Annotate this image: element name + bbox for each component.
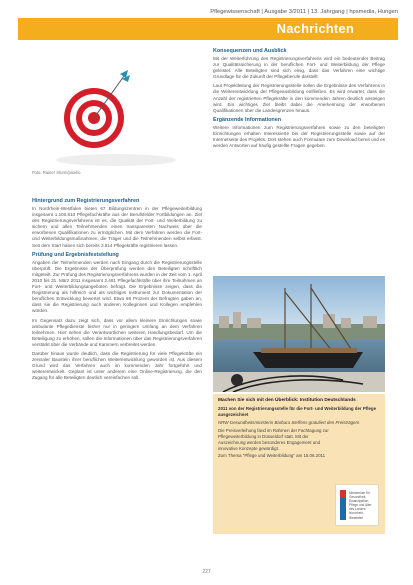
journal-info-line: Pflegewissenschaft | Ausgabe 3/2011 | 13. Jahrgang | hpsmedia, Hungen xyxy=(210,9,398,15)
section-heading: Konsequenzen und Ausblick xyxy=(213,48,287,54)
paragraph: Mit der Weiterführung des Registrierungsverfahrens wird ein bedeutender Beitrag zur Qualitätssicherung in der beruflichen Fort- und Weiterbildung der Pflege geleistet. Alle Beteiligten sind sich einig, dass das Verfahren eine wichtige Grundlage für die Zukunft der Pflegeberufe darstellt. xyxy=(213,56,385,80)
paragraph: Darüber hinaus wurde deutlich, dass die Registrierung für viele Pflegekräfte ein zentraler Baustein ihrer beruflichen Weiterentwicklung geworden ist. Aus diesem Grund wird das Verfahren auch im kommenden Jahr fortgeführt und weiterentwickelt. Geplant ist unter anderem eine Online-Registrierung, die den Zugang für alle Beteiligten deutlich vereinfachen soll. xyxy=(32,350,202,381)
paragraph: Laut Projektleitung der Registrierungsstelle sollen die Ergebnisse des Verfahrens in die Weiterentwicklung der Pflegeausbildung einfließen. Es wird erwartet, dass die Anzahl der registrierten Pflegekräfte in den kommenden Jahren deutlich ansteigen wird. Ein wichtiges Ziel bleibt dabei die Anerkennung der erworbenen Qualifikationen über die Landesgrenzen hinaus. xyxy=(213,83,385,113)
photo-info-box xyxy=(213,394,385,534)
caption-text: NRW-Gesundheitsministerin Barbara Steffens gratuliert den Preisträgern xyxy=(218,420,360,426)
caption-text: Die Preisverleihung fand im Rahmen der Fachtagung zur Pflegeweiterbildung in Düsseldorf statt. Mit der Auszeichnung werden besonderes Engagement und innovative Konzepte gewürdigt. xyxy=(218,428,329,451)
paragraph: Weitere Informationen zum Registrierungsverfahren sowie zu den beteiligten Einrichtungen erhalten Interessierte bei der Registrierungsstelle sowie auf der Internetseite des Projekts. Dort stehen auch Formulare zum Download bereit und es werden Antworten auf häufig gestellte Fragen gegeben. xyxy=(213,124,385,149)
caption-subtitle: 2011 von der Registrierungsstelle für die Fort- und Weiterbildung der Pflege ausgezeichnet xyxy=(218,405,377,417)
left-column xyxy=(32,198,202,384)
section-heading: Hintergrund zum Registrierungsverfahren xyxy=(32,198,140,204)
section-title: Nachrichten xyxy=(276,21,354,36)
harbor-photo xyxy=(213,276,385,392)
section-band xyxy=(18,18,398,40)
caption-title: Machen Sie sich mit den Überblick: Institution Deutschlands xyxy=(218,398,356,403)
ministry-logo-text: Ministerium für Gesundheit, Emanzipation, Pflege und Alter des Landes Nordrhein-Westfalen xyxy=(349,491,372,520)
paragraph: Angaben der Teilnehmenden werden nach Eingang durch die Registrierungsstelle überprüft. Die Ergebnisse der Überprüfung werden den Beteiligten schriftlich mitgeteilt. Zur Prüfung des Registrierungsverfahrens wurden in der Zeit vom 1. April 2010 bis 31. März 2011 insgesamt 2.481 Pflegefachkräfte über ihre Teilnahmen an Fort- und Weiterbildungsangeboten befragt. Die Ergebnisse zeigen, dass die Registrierung als hilfreich und als wichtiges Instrument zur Dokumentation der beruflichen Entwicklung bewertet wird. Etwa 68 Prozent der Befragten gaben an, dass sie die Registrierung auch anderen Kolleginnen und Kollegen empfehlen würden. xyxy=(32,259,202,314)
caption-text: Zum Thema "Pflege und Weiterbildung" am 15.06.2011 xyxy=(218,453,326,459)
section-heading: Prüfung und Ergebnisfeststellung xyxy=(32,251,119,258)
ministry-logo xyxy=(335,484,379,526)
target-dart-photo xyxy=(32,48,202,166)
paragraph: In Nordrhein-Westfalen bieten 67 Bildungszentren in der Pflegeweiterbildung insgesamt 1.100.810 Pflegefachkräfte aus der Berufsfelder Fortbildungen an. Ziel des Registrierungsverfahrens ist es, die Qualität der Fort- und Weiterbildung zu sichern und allen Teilnehmenden einen transparenten Nachweis über die erworbenen Qualifikationen zu ermöglichen. Mit dem Verfahren werden die Fort- und Weiterbildungsmaßnahmen, die Träger und die Teilnehmenden selbst erfasst. Seit dem Start haben sich bereits 3.614 Pflegekräfte registrieren lassen. xyxy=(32,206,202,248)
page-number: 227 xyxy=(202,569,211,575)
right-column xyxy=(213,48,385,152)
section-heading: Ergänzende Informationen xyxy=(213,116,281,123)
page-header xyxy=(0,0,413,46)
paragraph: Im Gegensatz dazu zeigt sich, dass vor allem kleinere Einrichtungen sowie ambulante Pflegedienste bisher nur in geringem Umfang an dem Verfahren teilnehmen. Hier sehen die Verantwortlichen weiteren Handlungsbedarf. Um die Beteiligung zu erhöhen, sollen die Informationen über das Registrierungsverfahren verstärkt über die Verbände und Kammern verbreitet werden. xyxy=(32,317,202,347)
photo-caption: Foto: Rainer Sturm/pixelio xyxy=(32,170,81,175)
